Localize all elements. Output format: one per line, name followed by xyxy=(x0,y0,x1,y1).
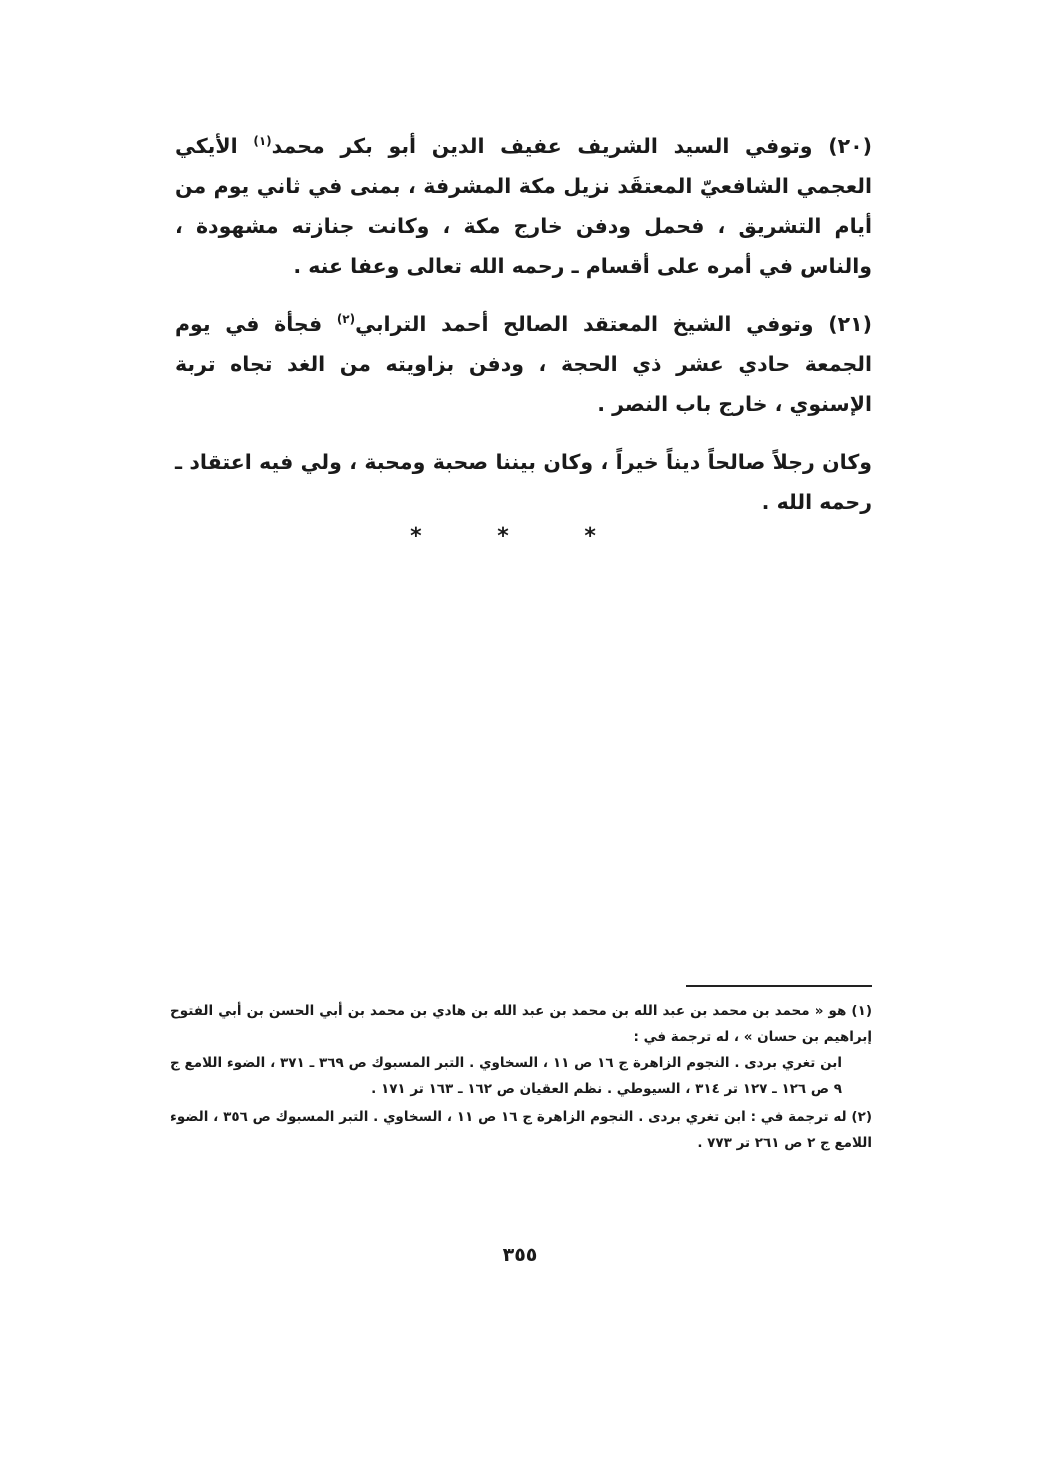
footnote-1-sources: ابن تغري بردى . النجوم الزاهرة ج ١٦ ص ١١ ، السخاوي . التبر المسبوك ص ٣٦٩ ـ ٣٧١ ، الضوء اللامع ج ٩ ص ١٢٦ ـ ١٢٧ تر ٣١٤ ، السيوطي . نظم العقيان ص ١٦٢ ـ ١٦٣ تر ١٧١ . xyxy=(170,1055,843,1097)
remark-text: وكان رجلاً صالحاً ديناً خيراً ، وكان بيننا صحبة ومحبة ، ولي فيه اعتقاد ـ رحمه الله . xyxy=(175,450,872,514)
footnote-2-main: (٢) له ترجمة في : ابن تغري بردى . النجوم الزاهرة ج ١٦ ص ١١ ، السخاوي . التبر المسبوك ص ٣٥٦ ، الضوء اللامع ج ٢ ص ٢٦١ تر ٧٧٣ . xyxy=(170,1109,872,1151)
entry-20-text-start: (٢٠) وتوفي السيد الشريف عفيف الدين أبو بكر محمد xyxy=(271,134,872,158)
footnote-1 xyxy=(170,998,872,1102)
entry-20-text-rest: الأيكي العجمي الشافعيّ المعتقَد نزيل مكة المشرفة ، بمنى في ثاني يوم من أيام التشريق ، فحمل ودفن خارج مكة ، وكانت جنازته مشهودة ، والناس في أمره على أقسام ـ رحمه الله تعالى وعفا عنه . xyxy=(175,134,872,278)
entry-21-paragraph xyxy=(175,304,872,424)
entry-20-paragraph xyxy=(175,126,872,286)
page-number: ٣٥٥ xyxy=(502,1244,538,1266)
entry-21-text-rest: فجأة في يوم الجمعة حادي عشر ذي الحجة ، ودفن بزاويته من الغد تجاه تربة الإسنوي ، خارج باب النصر . xyxy=(175,312,872,416)
footnote-marker-1: (١) xyxy=(253,134,272,149)
footnotes xyxy=(170,998,872,1158)
footnote-marker-2: (٢) xyxy=(336,312,356,327)
entry-21-text-start: (٢١) وتوفي الشيخ المعتقد الصالح أحمد الترابي xyxy=(355,312,872,336)
footnote-2 xyxy=(170,1104,872,1156)
footnote-1-main: (١) هو « محمد بن محمد بن عبد الله بن محمد بن عبد الله بن هادي بن محمد بن أبي الحسن بن أبي الفتوح إبراهيم بن حسان » ، له ترجمة في : xyxy=(170,1003,872,1045)
section-separator: * * * xyxy=(410,524,630,549)
footnote-divider xyxy=(686,985,872,987)
remark-paragraph xyxy=(175,442,872,522)
